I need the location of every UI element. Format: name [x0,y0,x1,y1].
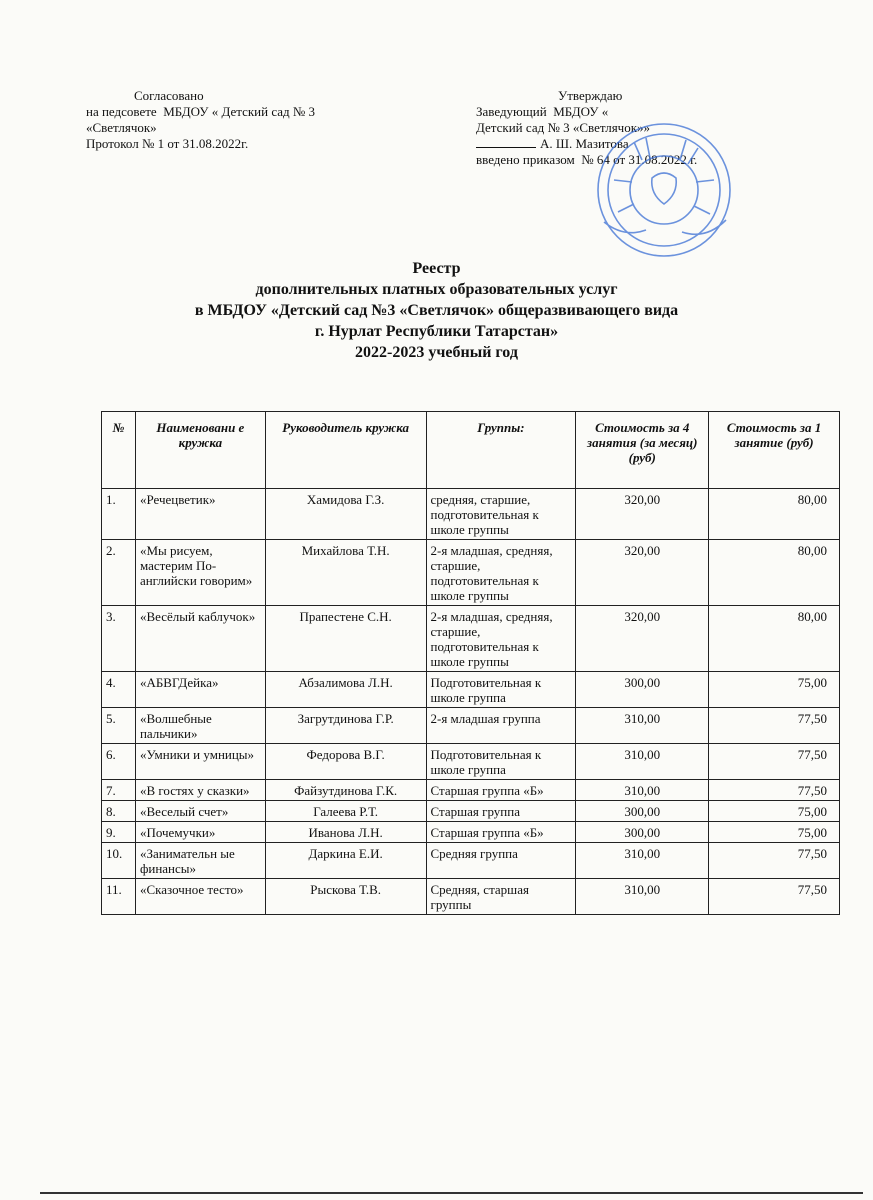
title-line-3: в МБДОУ «Детский сад №3 «Светлячок» общеразвивающего вида [194,302,679,319]
row-number: 4. [102,672,136,708]
leader-name: Галеева Р.Т. [265,801,426,822]
leader-name: Прапестене С.Н. [265,606,426,672]
cost-month: 310,00 [576,879,709,915]
leader-name: Иванова Л.Н. [265,822,426,843]
services-table [101,411,840,915]
title-line-2: дополнительных платных образовательных услуг [255,281,618,298]
groups: 2-я младшая группа [426,708,576,744]
approval-left-line3: «Светлячок» [86,120,157,135]
cost-lesson: 80,00 [709,489,840,540]
signature-name: А. Ш. Мазитова [540,136,629,151]
cost-month: 320,00 [576,540,709,606]
row-number: 8. [102,801,136,822]
groups: Старшая группа «Б» [426,822,576,843]
groups: Средняя, старшая группы [426,879,576,915]
groups: Подготовительная к школе группа [426,744,576,780]
leader-name: Загрутдинова Г.Р. [265,708,426,744]
title-line-4: г. Нурлат Республики Татарстан» [314,323,559,340]
cost-month: 310,00 [576,708,709,744]
row-number: 9. [102,822,136,843]
club-name: «В гостях у сказки» [135,780,265,801]
groups: Старшая группа [426,801,576,822]
cost-month: 310,00 [576,780,709,801]
table-row [102,489,840,540]
cost-month: 320,00 [576,606,709,672]
leader-name: Федорова В.Г. [265,744,426,780]
table-row [102,606,840,672]
table-row [102,879,840,915]
table-row [102,708,840,744]
row-number: 6. [102,744,136,780]
club-name: «АБВГДейка» [135,672,265,708]
table-row [102,822,840,843]
row-number: 5. [102,708,136,744]
cost-month: 320,00 [576,489,709,540]
cost-lesson: 75,00 [709,672,840,708]
title-line-5: 2022-2023 учебный год [355,344,518,361]
title-line-1: Реестр [412,260,461,277]
row-number: 10. [102,843,136,879]
approval-left-line2: на педсовете МБДОУ « Детский сад № 3 [86,104,316,119]
club-name: «Мы рисуем, мастерим По-английски говорим» [135,540,265,606]
table-header-row [102,412,840,489]
scan-edge-line [40,1192,863,1194]
row-number: 7. [102,780,136,801]
groups: Старшая группа «Б» [426,780,576,801]
cost-lesson: 77,50 [709,843,840,879]
cost-month: 310,00 [576,744,709,780]
approval-right-heading: Утверждаю [558,88,623,103]
club-name: «Сказочное тесто» [135,879,265,915]
leader-name: Даркина Е.И. [265,843,426,879]
groups: Подготовительная к школе группа [426,672,576,708]
table-row [102,540,840,606]
groups: 2-я младшая, средняя, старшие, подготовительная к школе группы [426,606,576,672]
signature-line [476,136,536,148]
groups: Средняя группа [426,843,576,879]
header-club-name: Наименовани е кружка [135,412,265,489]
cost-lesson: 77,50 [709,744,840,780]
approval-block-left [86,56,315,184]
approval-right-line2: Заведующий МБДОУ « [476,104,609,119]
leader-name: Абзалимова Л.Н. [265,672,426,708]
club-name: «Почемучки» [135,822,265,843]
cost-month: 310,00 [576,843,709,879]
row-number: 3. [102,606,136,672]
cost-lesson: 77,50 [709,780,840,801]
table-row [102,843,840,879]
official-seal-icon [594,120,734,260]
leader-name: Рыскова Т.В. [265,879,426,915]
groups: средняя, старшие, подготовительная к школе группы [426,489,576,540]
header-cost-month: Стоимость за 4 занятия (за месяц) (руб) [576,412,709,489]
header-number: № [102,412,136,489]
table-row [102,672,840,708]
table-row [102,744,840,780]
header-groups: Группы: [426,412,576,489]
approval-left-heading: Согласовано [134,88,204,103]
leader-name: Хамидова Г.З. [265,489,426,540]
approval-right-order: введено приказом № 64 от 31.08.2022 г. [476,152,698,167]
header-cost-lesson: Стоимость за 1 занятие (руб) [709,412,840,489]
club-name: «Умники и умницы» [135,744,265,780]
row-number: 2. [102,540,136,606]
leader-name: Михайлова Т.Н. [265,540,426,606]
cost-lesson: 77,50 [709,879,840,915]
cost-month: 300,00 [576,822,709,843]
approval-left-protocol: Протокол № 1 от 31.08.2022г. [86,136,249,151]
cost-lesson: 75,00 [709,822,840,843]
approval-right-line3: Детский сад № 3 «Светлячок»» [476,120,651,135]
cost-month: 300,00 [576,672,709,708]
cost-lesson: 77,50 [709,708,840,744]
cost-lesson: 80,00 [709,540,840,606]
club-name: «Волшебные пальчики» [135,708,265,744]
document-title [0,258,873,363]
row-number: 1. [102,489,136,540]
club-name: «Веселый счет» [135,801,265,822]
cost-lesson: 75,00 [709,801,840,822]
leader-name: Файзутдинова Г.К. [265,780,426,801]
club-name: «Занимательн ые финансы» [135,843,265,879]
header-leader: Руководитель кружка [265,412,426,489]
cost-month: 300,00 [576,801,709,822]
cost-lesson: 80,00 [709,606,840,672]
groups: 2-я младшая, средняя, старшие, подготовительная к школе группы [426,540,576,606]
row-number: 11. [102,879,136,915]
club-name: «Весёлый каблучок» [135,606,265,672]
table-row [102,780,840,801]
table-row [102,801,840,822]
club-name: «Речецветик» [135,489,265,540]
